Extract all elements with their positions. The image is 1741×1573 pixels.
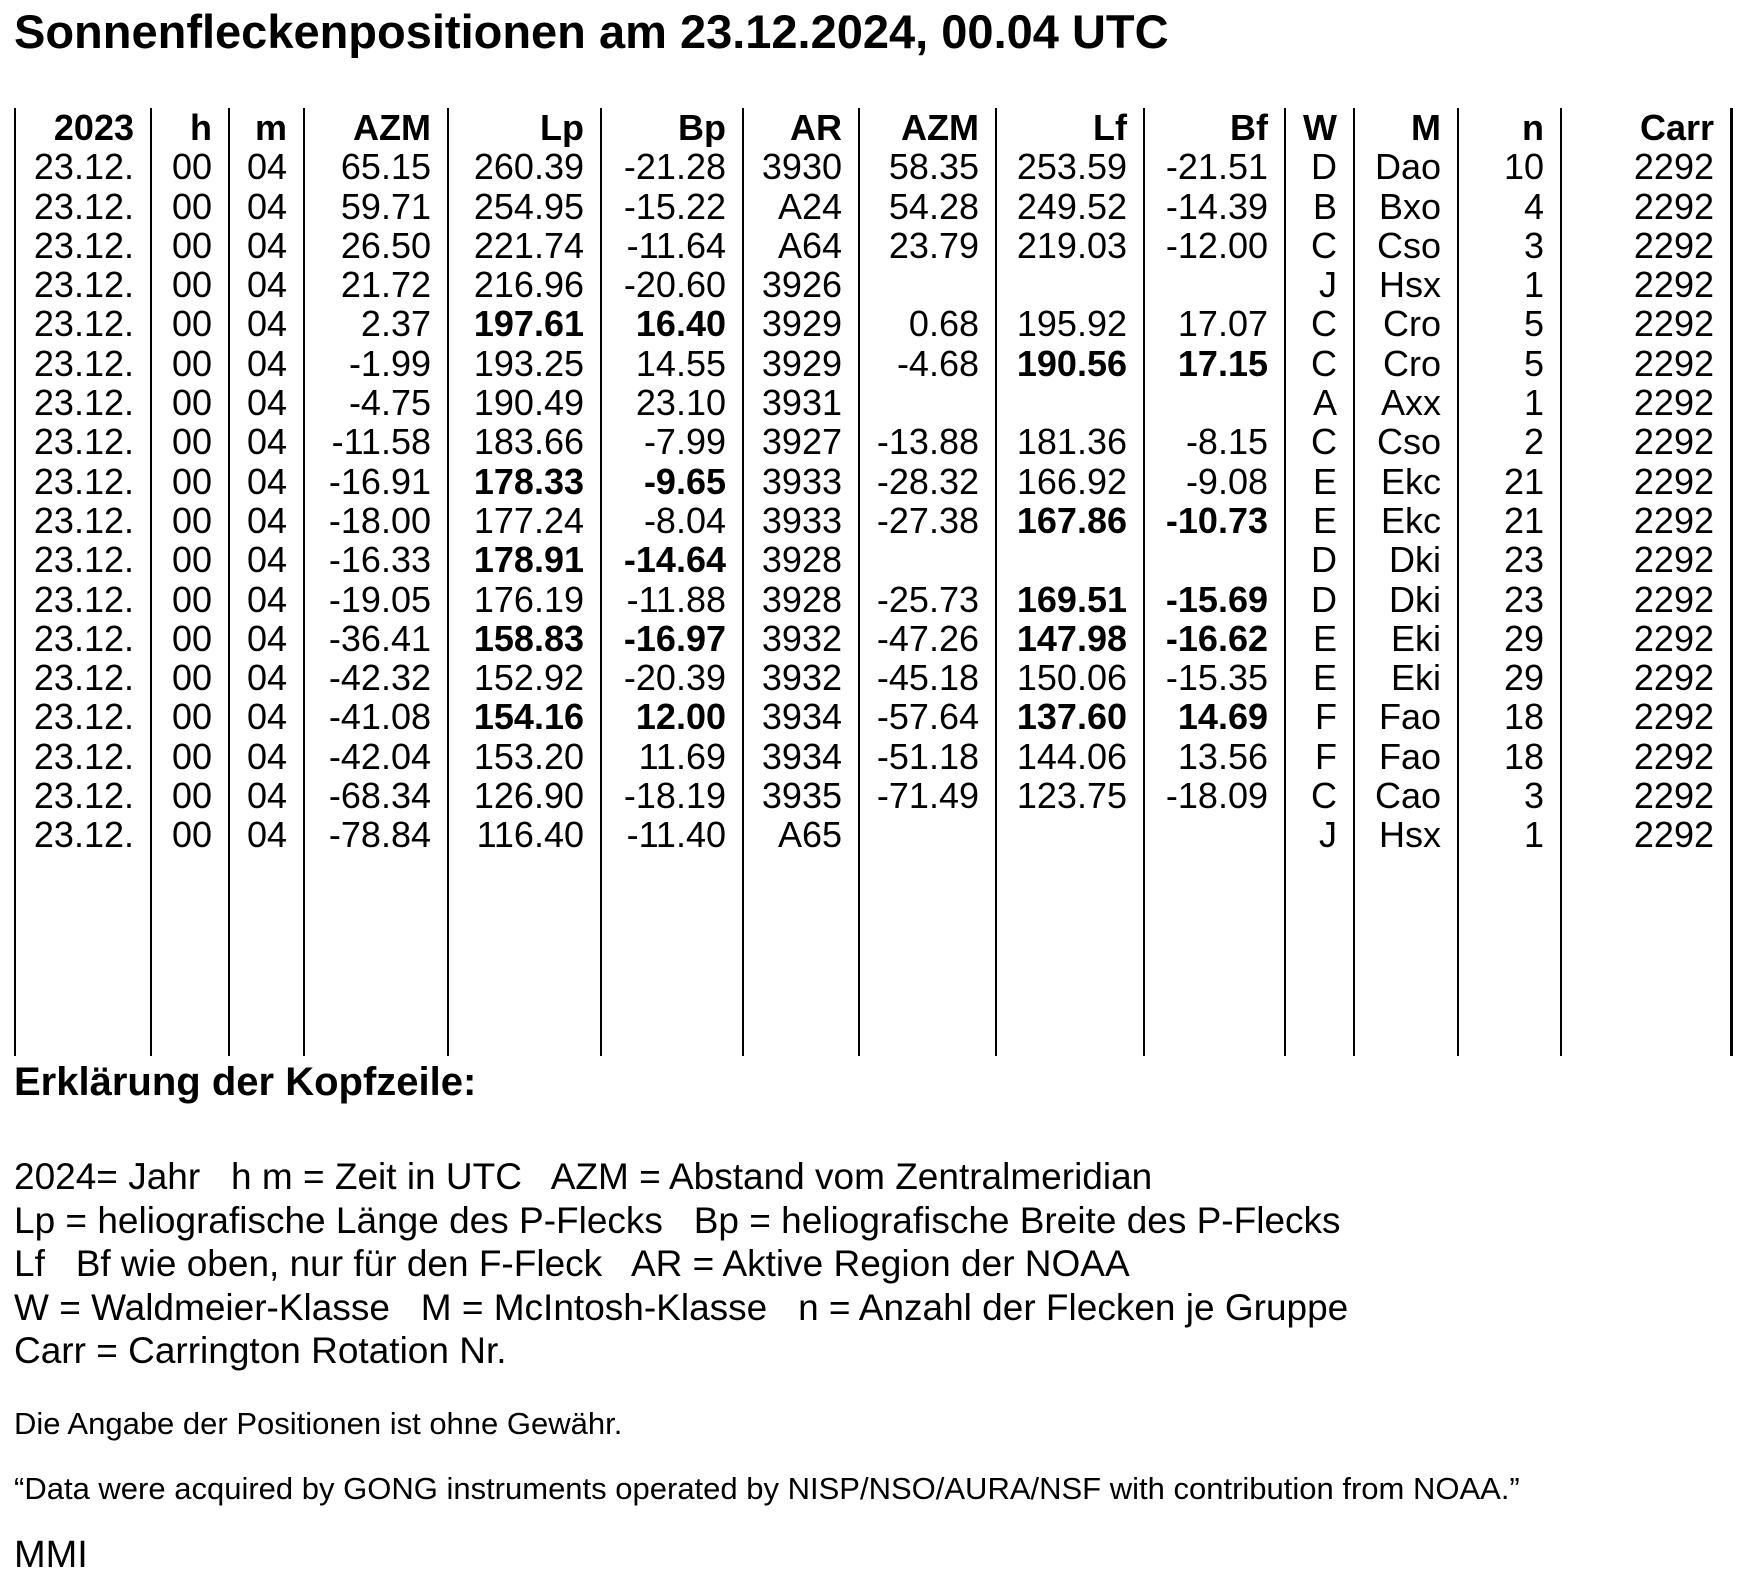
table-cell: 116.40 [447, 815, 600, 854]
table-cell: C [1284, 344, 1353, 383]
table-cell: 2292 [1560, 580, 1733, 619]
table-cell: -36.41 [303, 619, 447, 658]
table-cell: 23.12. [14, 658, 150, 697]
table-cell: -68.34 [303, 776, 447, 815]
table-cell: Ekc [1353, 462, 1457, 501]
table-cell: 04 [228, 226, 303, 265]
table-cell: 2292 [1560, 383, 1733, 422]
table-cell: Hsx [1353, 265, 1457, 304]
table-cell: 04 [228, 815, 303, 854]
legend-lines [14, 1155, 1348, 1373]
table-cell: 3931 [742, 383, 858, 422]
table-cell: -15.69 [1143, 580, 1284, 619]
table-cell: 23.12. [14, 265, 150, 304]
table-cell: 23.12. [14, 697, 150, 736]
table-cell: 195.92 [995, 304, 1143, 343]
table-cell: -41.08 [303, 697, 447, 736]
table-cell: -1.99 [303, 344, 447, 383]
table-cell: 153.20 [447, 737, 600, 776]
table-cell: 219.03 [995, 226, 1143, 265]
table-cell: 2292 [1560, 344, 1733, 383]
table-cell: 254.95 [447, 187, 600, 226]
table-cell: 00 [150, 658, 228, 697]
table-cell: 2292 [1560, 815, 1733, 854]
table-cell: 260.39 [447, 147, 600, 186]
table-cell: 3926 [742, 265, 858, 304]
table-cell: 21.72 [303, 265, 447, 304]
table-cell: 176.19 [447, 580, 600, 619]
table-cell: 2292 [1560, 619, 1733, 658]
table-cell: 3929 [742, 344, 858, 383]
sunspot-position-table [14, 108, 1733, 1056]
table-cell: 00 [150, 383, 228, 422]
table-cell: -4.75 [303, 383, 447, 422]
table-cell [1143, 815, 1284, 854]
filler-cell [1284, 855, 1353, 1056]
table-cell: -27.38 [858, 501, 995, 540]
table-cell [858, 815, 995, 854]
table-cell: 23.10 [600, 383, 742, 422]
table-cell: -16.33 [303, 540, 447, 579]
table-cell: -16.62 [1143, 619, 1284, 658]
table-cell: 249.52 [995, 187, 1143, 226]
table-cell: 221.74 [447, 226, 600, 265]
table-cell: 183.66 [447, 422, 600, 461]
filler-cell [742, 855, 858, 1056]
table-cell: 59.71 [303, 187, 447, 226]
legend-line: Lp = heliografische Länge des P-Flecks Bp = heliografische Breite des P-Flecks [14, 1199, 1341, 1241]
table-cell: 2292 [1560, 697, 1733, 736]
table-cell: A65 [742, 815, 858, 854]
table-cell: Cro [1353, 304, 1457, 343]
table-cell: -71.49 [858, 776, 995, 815]
table-cell: 14.55 [600, 344, 742, 383]
table-cell: 181.36 [995, 422, 1143, 461]
table-cell: -42.32 [303, 658, 447, 697]
table-cell: E [1284, 658, 1353, 697]
legend-heading: Erklärung der Kopfzeile: [14, 1060, 477, 1104]
disclaimer-text: Die Angabe der Positionen ist ohne Gewähr. [14, 1406, 623, 1441]
table-cell: -28.32 [858, 462, 995, 501]
table-cell: 178.33 [447, 462, 600, 501]
table-cell: -16.91 [303, 462, 447, 501]
table-cell: 10 [1457, 147, 1560, 186]
column-header: h [150, 108, 228, 147]
table-cell: 2292 [1560, 226, 1733, 265]
table-cell: Hsx [1353, 815, 1457, 854]
filler-cell [1560, 855, 1733, 1056]
table-cell: Dao [1353, 147, 1457, 186]
legend-line: Lf Bf wie oben, nur für den F-Fleck AR = Aktive Region der NOAA [14, 1243, 1130, 1284]
page-title: Sonnenfleckenpositionen am 23.12.2024, 00.04 UTC [14, 5, 1169, 58]
table-cell: -10.73 [1143, 501, 1284, 540]
table-cell: Axx [1353, 383, 1457, 422]
table-cell: 3932 [742, 619, 858, 658]
table-cell: 04 [228, 619, 303, 658]
table-cell: 144.06 [995, 737, 1143, 776]
table-cell: D [1284, 147, 1353, 186]
table-cell: 1 [1457, 815, 1560, 854]
table-cell: Cso [1353, 226, 1457, 265]
table-cell: Bxo [1353, 187, 1457, 226]
table-cell: A24 [742, 187, 858, 226]
table-cell: -14.64 [600, 540, 742, 579]
table-cell: 04 [228, 697, 303, 736]
table-cell: -47.26 [858, 619, 995, 658]
table-cell: 00 [150, 265, 228, 304]
table-cell: 11.69 [600, 737, 742, 776]
table-cell: 3 [1457, 226, 1560, 265]
column-header: AZM [858, 108, 995, 147]
table-cell: -25.73 [858, 580, 995, 619]
table-cell: 23.12. [14, 422, 150, 461]
table-cell: 04 [228, 265, 303, 304]
table-cell: 3935 [742, 776, 858, 815]
table-cell: 177.24 [447, 501, 600, 540]
signature-text: MMI [14, 1534, 88, 1573]
table-cell: Cao [1353, 776, 1457, 815]
table-cell: Eki [1353, 619, 1457, 658]
table-cell: 3932 [742, 658, 858, 697]
column-header: Carr [1560, 108, 1733, 147]
table-cell: -12.00 [1143, 226, 1284, 265]
table-cell: 2 [1457, 422, 1560, 461]
table-cell: -7.99 [600, 422, 742, 461]
table-cell: 17.07 [1143, 304, 1284, 343]
table-cell: -15.22 [600, 187, 742, 226]
table-cell: -18.19 [600, 776, 742, 815]
column-header: Bf [1143, 108, 1284, 147]
table-cell: 00 [150, 619, 228, 658]
filler-cell [14, 855, 150, 1056]
table-cell: 5 [1457, 344, 1560, 383]
table-cell: 3933 [742, 501, 858, 540]
table-cell: 3934 [742, 697, 858, 736]
table-cell: 2292 [1560, 776, 1733, 815]
table-cell: -20.60 [600, 265, 742, 304]
table-cell: 123.75 [995, 776, 1143, 815]
table-cell: 190.56 [995, 344, 1143, 383]
table-cell: 21 [1457, 501, 1560, 540]
table-cell: Fao [1353, 697, 1457, 736]
table-cell: -20.39 [600, 658, 742, 697]
filler-cell [858, 855, 995, 1056]
filler-cell [228, 855, 303, 1056]
table-cell: 152.92 [447, 658, 600, 697]
table-cell: 2292 [1560, 187, 1733, 226]
table-cell: D [1284, 540, 1353, 579]
table-cell: 04 [228, 776, 303, 815]
table-cell: Ekc [1353, 501, 1457, 540]
table-cell: Fao [1353, 737, 1457, 776]
table-cell: E [1284, 501, 1353, 540]
table-cell: A [1284, 383, 1353, 422]
table-cell: 2292 [1560, 658, 1733, 697]
column-header: AZM [303, 108, 447, 147]
table-cell: A64 [742, 226, 858, 265]
column-header: Lf [995, 108, 1143, 147]
table-cell [995, 265, 1143, 304]
table-cell: F [1284, 737, 1353, 776]
table-cell: 04 [228, 187, 303, 226]
table-cell: 00 [150, 344, 228, 383]
filler-cell [1457, 855, 1560, 1056]
table-cell: D [1284, 580, 1353, 619]
table-cell: -16.97 [600, 619, 742, 658]
table-cell: E [1284, 619, 1353, 658]
table-cell: 04 [228, 462, 303, 501]
filler-cell [303, 855, 447, 1056]
table-cell: -21.51 [1143, 147, 1284, 186]
table-cell: 167.86 [995, 501, 1143, 540]
table-cell: 18 [1457, 697, 1560, 736]
table-cell: 2292 [1560, 265, 1733, 304]
table-cell: -18.00 [303, 501, 447, 540]
table-cell [858, 265, 995, 304]
legend-line: 2024= Jahr h m = Zeit in UTC AZM = Abstand vom Zentralmeridian [14, 1156, 1153, 1197]
table-cell: 23 [1457, 540, 1560, 579]
table-cell: 04 [228, 422, 303, 461]
table-cell: 23.12. [14, 383, 150, 422]
table-cell: 04 [228, 383, 303, 422]
table-cell: 04 [228, 580, 303, 619]
gong-credit-text: “Data were acquired by GONG instruments operated by NISP/NSO/AURA/NSF with contribution from NOAA.” [14, 1471, 1520, 1506]
filler-cell [600, 855, 742, 1056]
table-cell: 00 [150, 187, 228, 226]
table-cell: 3928 [742, 580, 858, 619]
table-cell: 17.15 [1143, 344, 1284, 383]
table-cell: 04 [228, 344, 303, 383]
table-cell: C [1284, 422, 1353, 461]
table-cell: 23.12. [14, 776, 150, 815]
table-cell: 58.35 [858, 147, 995, 186]
table-cell [1143, 265, 1284, 304]
table-cell: 4 [1457, 187, 1560, 226]
table-cell: 00 [150, 540, 228, 579]
table-cell: 00 [150, 226, 228, 265]
table-cell: 23.12. [14, 187, 150, 226]
table-cell: 04 [228, 658, 303, 697]
table-cell: 18 [1457, 737, 1560, 776]
table-cell: -13.88 [858, 422, 995, 461]
column-header: m [228, 108, 303, 147]
table-cell: E [1284, 462, 1353, 501]
table-cell: 147.98 [995, 619, 1143, 658]
table-cell: 3928 [742, 540, 858, 579]
table-cell: 04 [228, 737, 303, 776]
table-cell: B [1284, 187, 1353, 226]
table-cell: 150.06 [995, 658, 1143, 697]
table-cell: 3929 [742, 304, 858, 343]
table-cell: 00 [150, 147, 228, 186]
table-cell: 00 [150, 737, 228, 776]
legend-line: Carr = Carrington Rotation Nr. [14, 1330, 507, 1371]
column-header: 2023 [14, 108, 150, 147]
table-cell [995, 540, 1143, 579]
table-cell: -9.65 [600, 462, 742, 501]
table-cell: 23.12. [14, 501, 150, 540]
table-cell: 23.12. [14, 737, 150, 776]
table-cell: 23.12. [14, 580, 150, 619]
table-cell: 137.60 [995, 697, 1143, 736]
table-cell: 23.79 [858, 226, 995, 265]
table-cell: Eki [1353, 658, 1457, 697]
table-cell: 00 [150, 422, 228, 461]
table-cell: 169.51 [995, 580, 1143, 619]
table-cell: 00 [150, 776, 228, 815]
table-cell: 23.12. [14, 540, 150, 579]
table-cell: 154.16 [447, 697, 600, 736]
filler-cell [150, 855, 228, 1056]
table-cell: -45.18 [858, 658, 995, 697]
table-cell: 0.68 [858, 304, 995, 343]
filler-cell [995, 855, 1143, 1056]
table-cell: -4.68 [858, 344, 995, 383]
table-cell: 2292 [1560, 501, 1733, 540]
table-cell: 00 [150, 304, 228, 343]
table-cell: -57.64 [858, 697, 995, 736]
table-cell [858, 383, 995, 422]
table-cell: 13.56 [1143, 737, 1284, 776]
table-cell: J [1284, 815, 1353, 854]
column-header: M [1353, 108, 1457, 147]
table-cell: 14.69 [1143, 697, 1284, 736]
table-cell: 23.12. [14, 815, 150, 854]
filler-cell [447, 855, 600, 1056]
table-cell: 253.59 [995, 147, 1143, 186]
table-cell [1143, 540, 1284, 579]
table-cell: 00 [150, 697, 228, 736]
table-cell: -42.04 [303, 737, 447, 776]
table-cell: Cso [1353, 422, 1457, 461]
table-cell: Cro [1353, 344, 1457, 383]
table-cell: 166.92 [995, 462, 1143, 501]
table-cell: F [1284, 697, 1353, 736]
table-cell: 29 [1457, 619, 1560, 658]
table-cell: 3 [1457, 776, 1560, 815]
table-cell: 193.25 [447, 344, 600, 383]
table-cell: -18.09 [1143, 776, 1284, 815]
table-cell: 04 [228, 540, 303, 579]
table-cell: -8.04 [600, 501, 742, 540]
table-cell: 23.12. [14, 226, 150, 265]
table-cell: 23.12. [14, 304, 150, 343]
table-cell: -11.64 [600, 226, 742, 265]
table-cell: 29 [1457, 658, 1560, 697]
table-cell: J [1284, 265, 1353, 304]
column-header: Bp [600, 108, 742, 147]
table-cell: 190.49 [447, 383, 600, 422]
table-cell [858, 540, 995, 579]
table-cell: 12.00 [600, 697, 742, 736]
table-cell: 16.40 [600, 304, 742, 343]
legend-line: W = Waldmeier-Klasse M = McIntosh-Klasse n = Anzahl der Flecken je Gruppe [14, 1286, 1349, 1328]
filler-cell [1353, 855, 1457, 1056]
table-cell: -11.58 [303, 422, 447, 461]
table-cell: 2292 [1560, 737, 1733, 776]
table-cell [995, 815, 1143, 854]
table-cell: 5 [1457, 304, 1560, 343]
column-header: W [1284, 108, 1353, 147]
table-cell: 65.15 [303, 147, 447, 186]
table-cell: 26.50 [303, 226, 447, 265]
table-cell: 23 [1457, 580, 1560, 619]
table-cell [1143, 383, 1284, 422]
table-cell: 197.61 [447, 304, 600, 343]
table-cell: 00 [150, 462, 228, 501]
table-cell: 23.12. [14, 147, 150, 186]
column-header: AR [742, 108, 858, 147]
table-cell: C [1284, 304, 1353, 343]
table-cell [995, 383, 1143, 422]
table-cell: 04 [228, 501, 303, 540]
table-cell: Dki [1353, 540, 1457, 579]
table-cell: 23.12. [14, 344, 150, 383]
table-cell: -78.84 [303, 815, 447, 854]
table-cell: C [1284, 226, 1353, 265]
table-cell: 3934 [742, 737, 858, 776]
table-cell: 00 [150, 501, 228, 540]
table-cell: 216.96 [447, 265, 600, 304]
table-cell: 2292 [1560, 304, 1733, 343]
table-cell: -11.88 [600, 580, 742, 619]
table-cell: 3930 [742, 147, 858, 186]
table-cell: 54.28 [858, 187, 995, 226]
table-cell: 2292 [1560, 540, 1733, 579]
filler-cell [1143, 855, 1284, 1056]
table-cell: -51.18 [858, 737, 995, 776]
table-cell: C [1284, 776, 1353, 815]
table-cell: 158.83 [447, 619, 600, 658]
table-cell: 04 [228, 304, 303, 343]
table-cell: 21 [1457, 462, 1560, 501]
table-cell: 04 [228, 147, 303, 186]
table-cell: 2292 [1560, 462, 1733, 501]
table-cell: -14.39 [1143, 187, 1284, 226]
table-cell: 2292 [1560, 147, 1733, 186]
table-cell: 1 [1457, 383, 1560, 422]
table-cell: -19.05 [303, 580, 447, 619]
table-cell: -8.15 [1143, 422, 1284, 461]
table-cell: 00 [150, 815, 228, 854]
table-cell: 3927 [742, 422, 858, 461]
table-cell: 00 [150, 580, 228, 619]
table-cell: 23.12. [14, 619, 150, 658]
table-cell: 1 [1457, 265, 1560, 304]
table-cell: 2.37 [303, 304, 447, 343]
table-cell: 23.12. [14, 462, 150, 501]
table-cell: 178.91 [447, 540, 600, 579]
table-cell: -9.08 [1143, 462, 1284, 501]
table-cell: 3933 [742, 462, 858, 501]
table-cell: 2292 [1560, 422, 1733, 461]
table-cell: -11.40 [600, 815, 742, 854]
table-cell: -15.35 [1143, 658, 1284, 697]
column-header: Lp [447, 108, 600, 147]
table-cell: -21.28 [600, 147, 742, 186]
table-cell: Dki [1353, 580, 1457, 619]
table-cell: 126.90 [447, 776, 600, 815]
column-header: n [1457, 108, 1560, 147]
